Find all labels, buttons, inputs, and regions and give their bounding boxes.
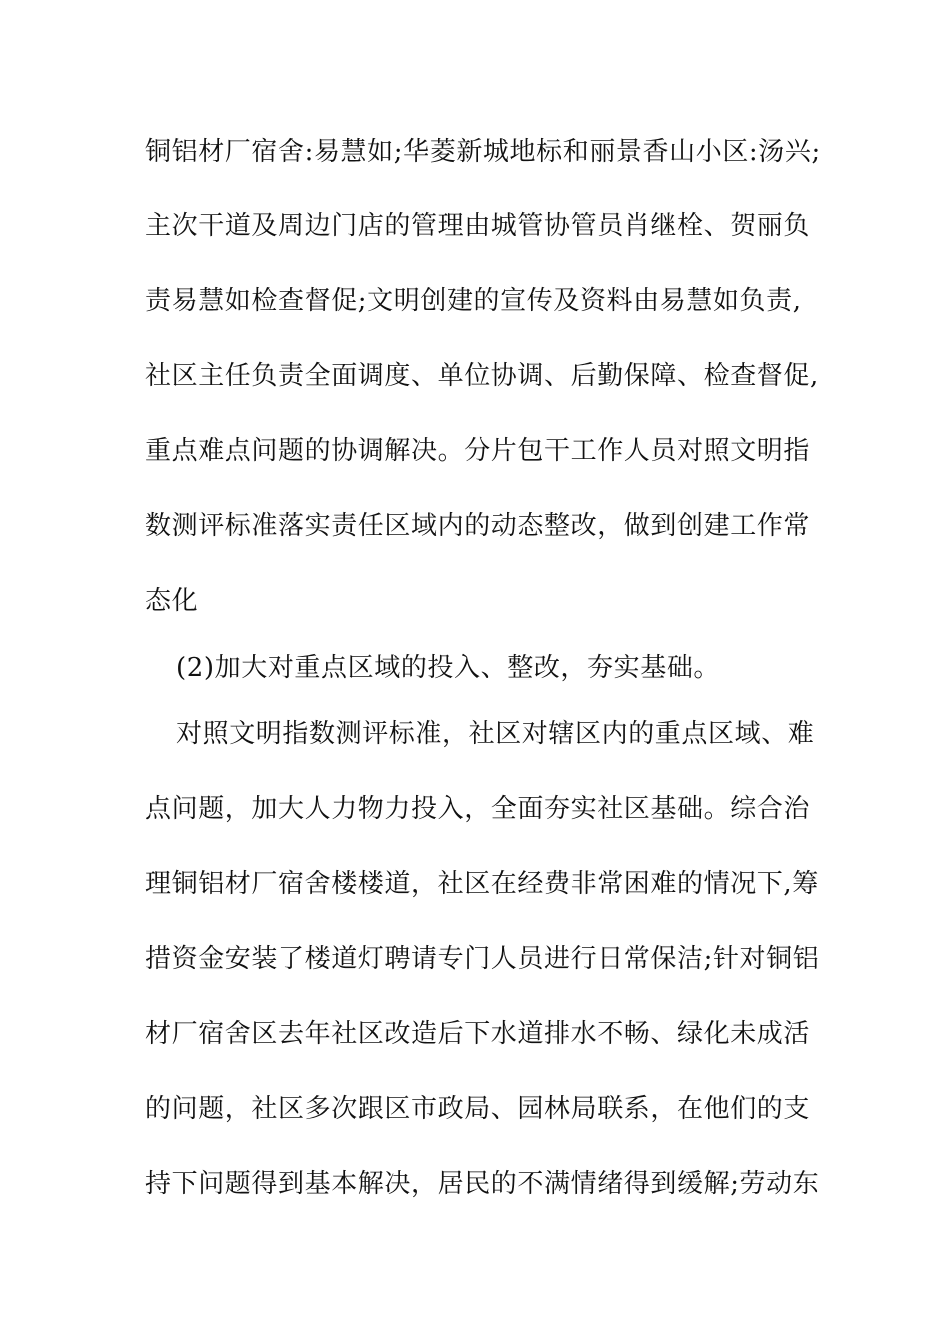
text-line: 对照文明指数测评标准，社区对辖区内的重点区域、难 xyxy=(176,719,815,749)
text-line: 措资金安装了楼道灯聘请专门人员进行日常保洁;针对铜铝 xyxy=(145,944,820,974)
text-line: 重点难点问题的协调解决。分片包干工作人员对照文明指 xyxy=(145,436,811,466)
section-heading: (2)加大对重点区域的投入、整改，夯实基础。 xyxy=(176,653,721,683)
text-line: 持下问题得到基本解决，居民的不满情绪得到缓解;劳动东 xyxy=(145,1169,820,1199)
text-line: 态化 xyxy=(145,586,199,616)
text-line: 材厂宿舍区去年社区改造后下水道排水不畅、绿化未成活 xyxy=(145,1019,811,1049)
text-line: 铜铝材厂宿舍:易慧如;华菱新城地标和丽景香山小区:汤兴; xyxy=(145,137,821,167)
text-line: 的问题，社区多次跟区市政局、园林局联系，在他们的支 xyxy=(145,1094,811,1124)
text-line: 点问题，加大人力物力投入，全面夯实社区基础。综合治 xyxy=(145,794,811,824)
text-line: 责易慧如检查督促;文明创建的宣传及资料由易慧如负责, xyxy=(145,286,802,316)
text-line: 社区主任负责全面调度、单位协调、后勤保障、检查督促, xyxy=(145,361,819,391)
text-line: 数测评标准落实责任区域内的动态整改，做到创建工作常 xyxy=(145,511,811,541)
text-line: 主次干道及周边门店的管理由城管协管员肖继栓、贺丽负 xyxy=(145,211,811,241)
text-line: 理铜铝材厂宿舍楼楼道，社区在经费非常困难的情况下,筹 xyxy=(145,869,819,899)
